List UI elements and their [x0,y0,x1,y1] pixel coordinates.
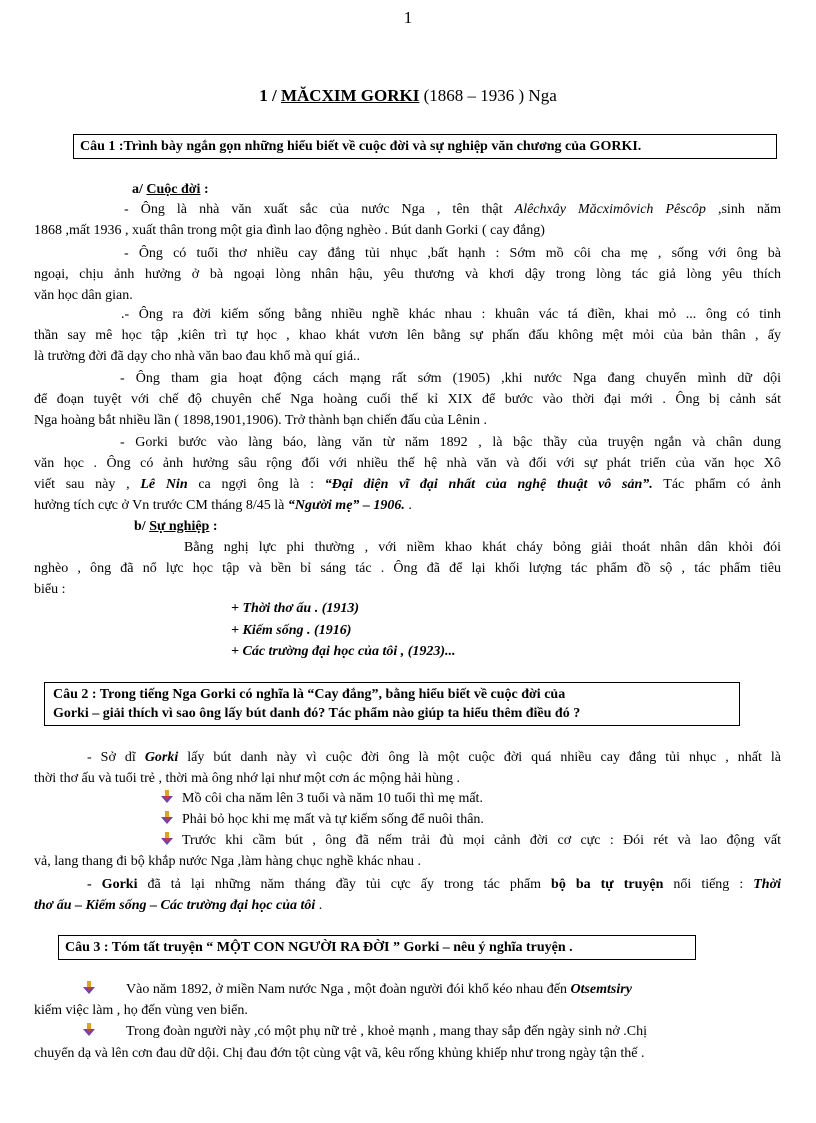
q1-p3-line2: thần say mê học tập ,kiên trì tự học , khao khát vươn lên bằng sự phấn đấu không mệt mỏi của bản thân , ấy [34,328,781,343]
question-2-line1: Câu 2 : Trong tiếng Nga Gorki có nghĩa là “Cay đắng”, bằng hiểu biết về cuộc đời của [53,687,566,702]
q1-p2-line1: - Ông có tuổi thơ nhiều cay đắng tủi nhục ,bất hạnh : Sớm mồ côi cha mẹ , sống với ông bà [124,246,781,261]
question-3-text: Câu 3 : Tóm tất truyện “ MỘT CON NGƯỜI RA ĐỜI ” Gorki – nêu ý nghĩa truyện . [65,940,573,955]
q2-bullet: Phải bỏ học khi mẹ mất và tự kiếm sống để nuôi thân. [160,811,484,829]
question-2-box [44,682,740,726]
q2-bullet: Trước khi cầm bút , ông đã nếm trải đủ mọi cảnh đời cơ cực : Đói rét và lao động vất [160,832,781,850]
q2-bullet: Mồ côi cha năm lên 3 tuổi và năm 10 tuổi thì mẹ mất. [160,790,483,808]
arrow-down-icon [82,981,96,995]
question-1-text: Câu 1 :Trình bày ngắn gọn những hiểu biết về cuộc đời và sự nghiệp văn chương của GORKI. [80,139,642,154]
q2-a-line2: thời thơ ấu và tuổi trẻ , thời mà ông nhớ lại như một cơn ác mộng hải hùng . [34,771,461,786]
q1-p3-line1: .- Ông ra đời kiếm sống bằng nhiều nghề khác nhau : khuân vác tá điền, khai mỏ ... ông có tinh [121,307,781,322]
work-item: + Kiếm sống . (1916) [231,623,352,638]
page-number: 1 [403,8,413,27]
arrow-down-icon [160,811,174,825]
work-item: + Các trường đại học của tôi , (1923)... [231,644,456,659]
question-2-line2: Gorki – giải thích vì sao ông lấy bút danh đó? Tác phẩm nào giúp ta hiểu thêm điều đó ? [53,706,581,721]
q1-p6-line2: nghèo , ông đã nổ lực học tập và bền bỉ sáng tác . Ông đã để lại khối lượng tác phẩm đồ sộ , tác phẩm tiêu [34,561,781,576]
q1-p6-line1: Bằng nghị lực phi thường , với niềm khao khát cháy bỏng giải thoát nhân dân khỏi đói [184,540,781,555]
question-1-box [73,134,777,159]
q1-p4-line1: - Ông tham gia hoạt động cách mạng rất sớm (1905) ,khi nước Nga đang chuyển mình dữ dội [120,371,781,386]
question-3-box [58,935,696,960]
title-suffix: (1868 – 1936 ) Nga [419,86,557,105]
q1-p5-line3: viết sau này , Lê Nin ca ngợi ông là : “Đại diện vĩ đại nhất của nghệ thuật vô sản”. Tác phẩm có ảnh [34,477,781,492]
q1-p4-line3: Nga hoàng bắt nhiều lần ( 1898,1901,1906). Trở thành bạn chiến đấu của Lênin . [34,413,487,428]
q1-p6-line3: biểu : [34,582,66,597]
q1-p3-line3: là trường đời đã dạy cho nhà văn bao đau khổ mà quí giá.. [34,349,361,364]
page-title [0,86,816,106]
q2-c-line2: thơ ấu – Kiếm sống – Các trường đại học của tôi . [34,898,323,913]
section-a-heading: a/ Cuộc đời : [132,182,209,197]
title-name: MĂCXIM GORKI [280,86,420,105]
work-item: + Thời thơ ấu . (1913) [231,601,360,616]
arrow-down-icon [160,790,174,804]
q1-p5-line4: hưởng tích cực ở Vn trước CM tháng 8/45 là “Người mẹ” – 1906. . [34,498,412,513]
q1-p5-line1: - Gorki bước vào làng báo, làng văn từ năm 1892 , là bậc thầy của truyện ngắn và chân dung [120,435,781,450]
q1-p2-line3: văn học dân gian. [34,288,133,303]
q3-p1-line2: kiếm việc làm , họ đến vùng ven biển. [34,1003,248,1018]
arrow-down-icon [160,832,174,846]
q3-p1-line1: Vào năm 1892, ở miền Nam nước Nga , một đoàn người đói khổ kéo nhau đến Otsemtsiry [82,981,632,999]
q3-p2-line1: Trong đoàn người này ,có một phụ nữ trẻ , khoẻ mạnh , mang thay sắp đến ngày sinh nở .Chị [82,1023,647,1041]
q2-c-line1: - Gorki đã tả lại những năm tháng đầy tủi cực ấy trong tác phẩm bộ ba tự truyện nổi tiếng : Thời [87,877,781,892]
q1-p1-line2: 1868 ,mất 1936 , xuất thân trong một gia đình lao động nghèo . Bút danh Gorki ( cay đắng) [34,223,545,238]
q1-p5-line2: văn học . Ông có ảnh hưởng sâu rộng đối với nhiều thế hệ nhà văn và đối với sự phát triển của văn học Xô [34,456,781,471]
q1-p1-line1: - Ông là nhà văn xuất sắc của nước Nga , tên thật Alêchxây Măcximôvich Pêscôp ,sinh năm [124,202,781,217]
title-prefix: 1 / [259,86,281,105]
q2-a-line1: - Sở dĩ Gorki lấy bút danh này vì cuộc đời ông là một cuộc đời quá nhiều cay đắng tủi nhục , nhất là [87,750,781,765]
q1-p4-line2: để đoạn tuyệt với chế độ chuyên chế Nga hoàng cuối thế kỉ XIX để bước vào thời đại mới . Ông bị cảnh sát [34,392,781,407]
section-b-heading: b/ Sự nghiệp : [134,519,218,534]
q3-p2-line2: chuyển dạ và lên cơn đau dữ dội. Chị đau đớn tột cùng vật vã, kêu rống khủng khiếp như trong ngày tận thế . [34,1046,645,1061]
arrow-down-icon [82,1023,96,1037]
q2-bullet3-line2: vả, lang thang đi bộ khắp nước Nga ,làm hàng chục nghề khác nhau . [34,854,422,869]
q1-p2-line2: ngoại, chịu ảnh hưởng ở bà ngoại lòng nhân hậu, yêu thương và khơi dậy trong lòng tác giả lòng yêu thích [34,267,781,282]
